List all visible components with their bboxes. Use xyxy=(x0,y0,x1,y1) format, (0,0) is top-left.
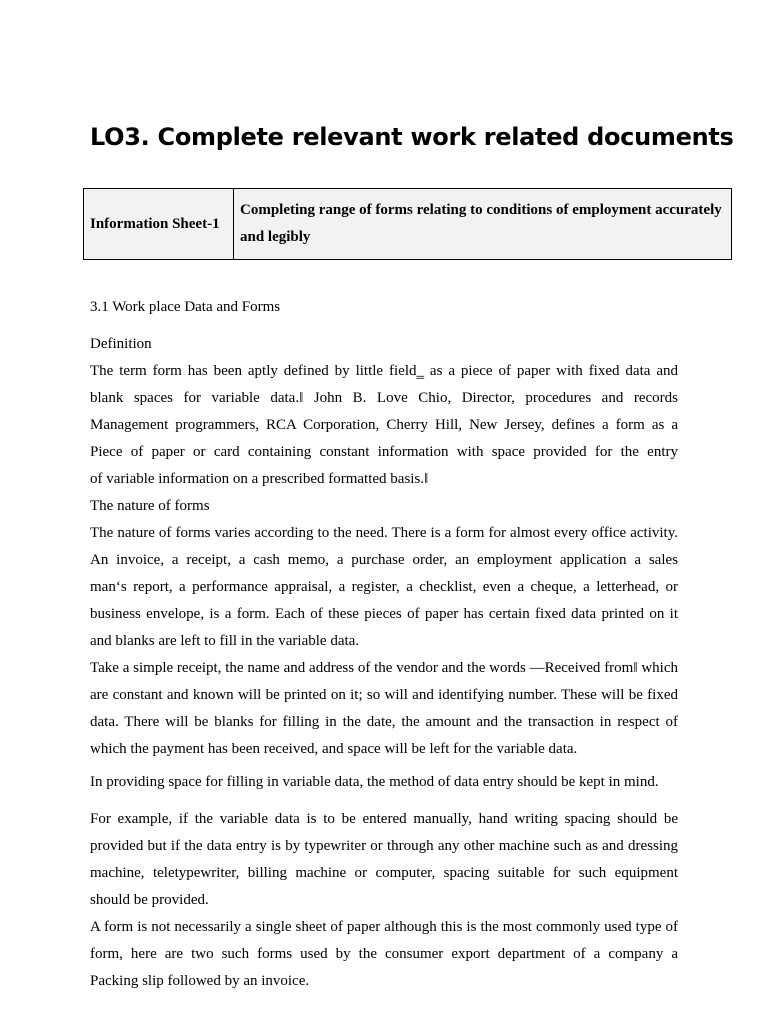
page-heading: LO3. Complete relevant work related documents xyxy=(90,123,734,151)
form-line: form, here are two such forms used by the consumer export department of a company a xyxy=(90,946,678,962)
example-line: should be provided. xyxy=(90,892,209,908)
example-line: For example, if the variable data is to be entered manually, hand writing spacing should be xyxy=(90,811,678,827)
information-sheet-title: Completing range of forms relating to conditions of employment accurately and legibly xyxy=(234,189,732,260)
nature-line: business envelope, is a form. Each of these pieces of paper has certain fixed data printed on it xyxy=(90,606,678,622)
form-line: Packing slip followed by an invoice. xyxy=(90,973,310,989)
nature-line: man‘s report, a performance appraisal, a register, a checklist, even a cheque, a letterhead, or xyxy=(90,579,678,595)
section-title xyxy=(90,294,678,321)
definition-line: The term form has been aptly defined by little field‗ as a piece of paper with fixed data and xyxy=(90,363,678,379)
definition-line: Piece of paper or card containing constant information with space provided for the entry xyxy=(90,444,678,460)
definition-section xyxy=(90,331,678,763)
example-section xyxy=(90,806,678,995)
nature-line: The nature of forms varies according to the need. There is a form for almost every office activity. xyxy=(90,525,678,541)
nature-heading: The nature of forms xyxy=(90,498,210,514)
receipt-line: Take a simple receipt, the name and address of the vendor and the words —Received from‖ which xyxy=(90,660,678,676)
nature-line: and blanks are left to fill in the variable data. xyxy=(90,633,360,649)
section-title-text: 3.1 Work place Data and Forms xyxy=(90,299,281,315)
receipt-line: are constant and known will be printed on it; so will and identifying number. These will be fixed xyxy=(90,687,678,703)
definition-line: Management programmers, RCA Corporation, Cherry Hill, New Jersey, defines a form as a xyxy=(90,417,678,433)
form-line: A form is not necessarily a single sheet of paper although this is the most commonly used type of xyxy=(90,919,678,935)
nature-line: An invoice, a receipt, a cash memo, a purchase order, an employment application a sales xyxy=(90,552,678,568)
information-sheet-label: Information Sheet-1 xyxy=(84,189,234,260)
definition-heading: Definition xyxy=(90,336,152,352)
information-sheet-table xyxy=(83,188,732,260)
definition-line: of variable information on a prescribed formatted basis.‖ xyxy=(90,471,429,487)
example-line: provided but if the data entry is by typewriter or through any other machine such as and dressing xyxy=(90,838,678,854)
information-sheet-row xyxy=(84,189,732,260)
receipt-line: data. There will be blanks for filling in the date, the amount and the transaction in respect of xyxy=(90,714,678,730)
receipt-line: which the payment has been received, and space will be left for the variable data. xyxy=(90,741,578,757)
providing-space-text: In providing space for filling in variable data, the method of data entry should be kept in mind. xyxy=(90,774,659,790)
definition-line: blank spaces for variable data.‖ John B. Love Chio, Director, procedures and records xyxy=(90,390,678,406)
example-line: machine, teletypewriter, billing machine or computer, spacing suitable for such equipment xyxy=(90,865,678,881)
providing-space-paragraph xyxy=(90,769,678,796)
